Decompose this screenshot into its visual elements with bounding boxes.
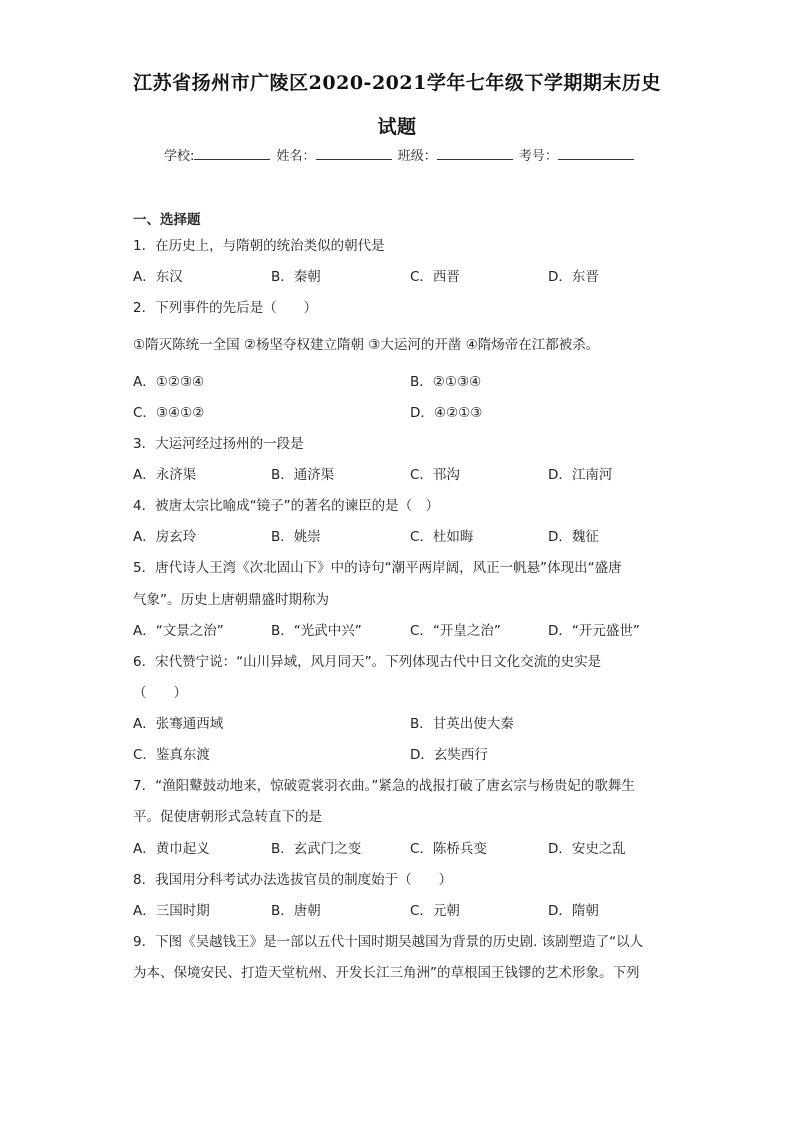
name-label: 姓名： — [276, 149, 316, 164]
option-c: C．“开皇之治” — [410, 623, 501, 639]
exam-no-label: 考号： — [518, 149, 558, 164]
exam-title-line2: 试题 — [377, 116, 417, 138]
option-b: B．通济渠 — [271, 467, 335, 483]
option-b: B．甘英出使大秦 — [410, 716, 514, 732]
option-a: A．“文景之治” — [133, 623, 224, 639]
question-stem: 3．大运河经过扬州的一段是 — [133, 436, 304, 452]
option-d: D．安史之乱 — [548, 841, 626, 857]
option-d: D．魏征 — [548, 529, 599, 545]
option-a: A．房玄玲 — [133, 529, 197, 545]
question-stem: 7．“渔阳鼙鼓动地来，惊破霓裳羽衣曲。”紧急的战报打破了唐玄宗与杨贵妃的歌舞生 — [133, 778, 635, 794]
question-stem-cont: 为本、保境安民、打造天堂杭州、开发长江三角洲”的草根国王钱镠的艺术形象。下列 — [133, 965, 640, 981]
option-b: B．玄武门之变 — [271, 841, 362, 857]
question-stem: 5．唐代诗人王湾《次北固山下》中的诗句“潮平两岸阔，风正一帆悬”体现出“盛唐 — [133, 560, 622, 576]
option-b: B．唐朝 — [271, 903, 321, 919]
option-c: C．元朝 — [410, 903, 460, 919]
option-c: C．鉴真东渡 — [133, 747, 210, 763]
question-stem: 6．宋代赞宁说：“山川异域，风月同天”。下列体现古代中日文化交流的史实是 — [133, 654, 602, 670]
question-stem-cont: 气象”。历史上唐朝鼎盛时期称为 — [133, 592, 329, 608]
option-c: C．杜如晦 — [410, 529, 474, 545]
option-a: A．东汉 — [133, 269, 183, 285]
option-d: D．江南河 — [548, 467, 613, 483]
option-d: D．玄奘西行 — [410, 747, 488, 763]
option-d: D．“开元盛世” — [548, 623, 640, 639]
option-a: A．三国时期 — [133, 903, 210, 919]
school-blank — [194, 147, 270, 160]
question-stem-cont: 平。促使唐朝形式急转直下的是 — [133, 809, 322, 825]
question-stem: 4．被唐太宗比喻成“镜子”的著名的谏臣的是（ ） — [133, 498, 440, 514]
question-material: ①隋灭陈统一全国 ②杨坚夺权建立隋朝 ③大运河的开凿 ④隋炀帝在江都被杀。 — [133, 337, 600, 353]
name-blank — [316, 147, 392, 160]
student-info-row — [164, 145, 636, 164]
option-b: B．“光武中兴” — [271, 623, 362, 639]
exam-no-blank — [558, 147, 634, 160]
option-a: A．永济渠 — [133, 467, 197, 483]
option-b: B．姚崇 — [271, 529, 321, 545]
option-a: A．黄巾起义 — [133, 841, 210, 857]
question-stem: 2．下列事件的先后是（ ） — [133, 300, 318, 316]
option-d: D．④②①③ — [410, 405, 483, 421]
option-c: C．③④①② — [133, 405, 205, 421]
section-heading: 一、选择题 — [133, 212, 201, 228]
class-blank — [437, 147, 513, 160]
option-c: C．陈桥兵变 — [410, 841, 487, 857]
question-stem: 1．在历史上，与隋朝的统治类似的朝代是 — [133, 238, 385, 254]
option-b: B．秦朝 — [271, 269, 321, 285]
question-stem-cont: （ ） — [133, 685, 187, 701]
question-stem: 9．下图《吴越钱王》是一部以五代十国时期吴越国为背景的历史剧. 该剧塑造了“以人 — [133, 934, 644, 950]
option-d: D．隋朝 — [548, 903, 599, 919]
question-stem: 8．我国用分科考试办法选拔官员的制度始于（ ） — [133, 872, 453, 888]
option-b: B．②①③④ — [410, 374, 482, 390]
option-c: C．西晋 — [410, 269, 460, 285]
class-label: 班级： — [397, 149, 437, 164]
exam-title-line1: 江苏省扬州市广陵区2020-2021学年七年级下学期期末历史 — [133, 72, 661, 94]
option-a: A．①②③④ — [133, 374, 205, 390]
option-c: C．邗沟 — [410, 467, 460, 483]
school-label: 学校: — [164, 149, 195, 164]
option-a: A．张骞通西域 — [133, 716, 224, 732]
option-d: D．东晋 — [548, 269, 599, 285]
